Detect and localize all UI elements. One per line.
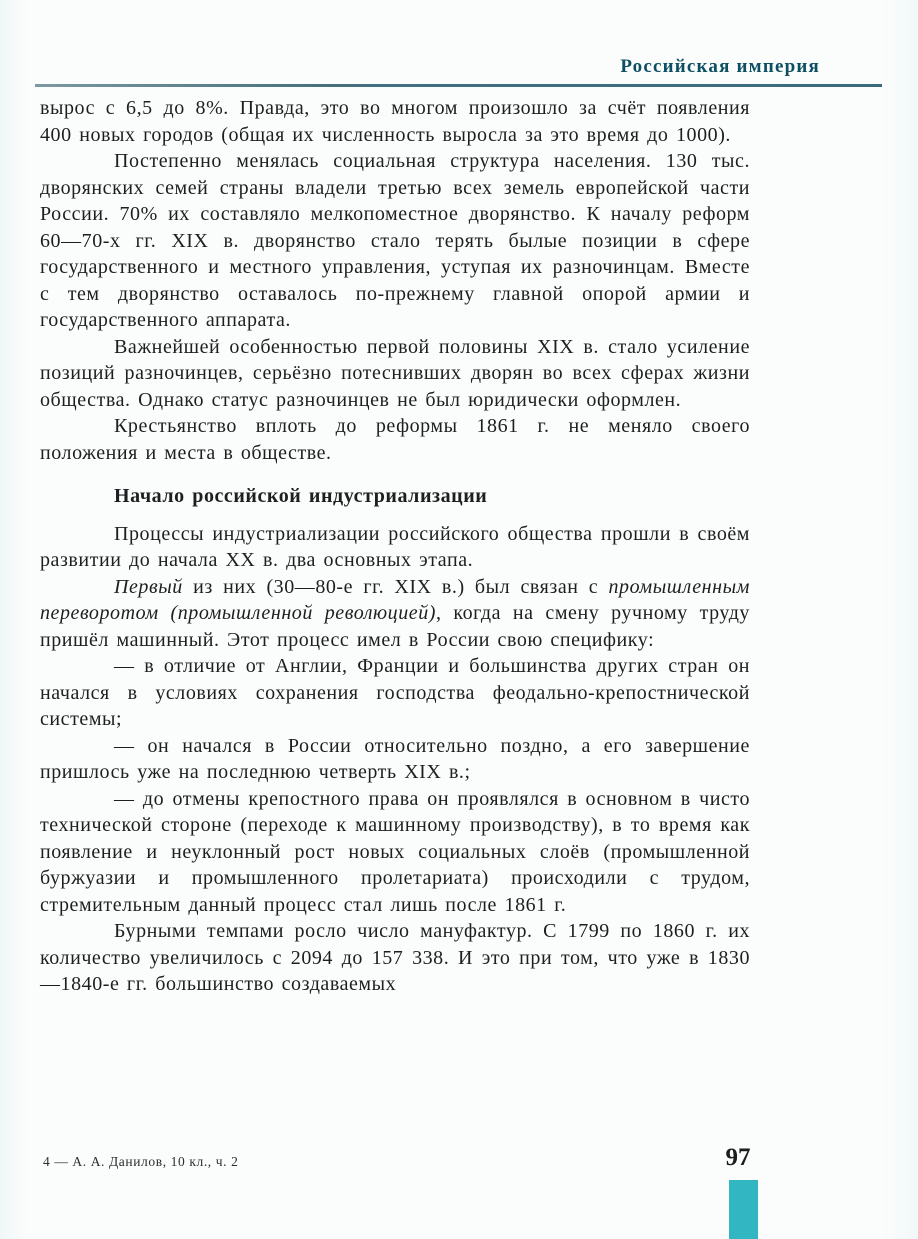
paragraph bbox=[40, 334, 750, 414]
header-rule bbox=[35, 84, 882, 87]
text-segment-italic: Первый bbox=[114, 575, 183, 598]
page-edge-tab bbox=[729, 1180, 758, 1239]
text-segment: Крестьянство вплоть до реформы 1861 г. не меняло своего положения и места в обществе. bbox=[40, 415, 750, 464]
text-segment: Бурными темпами росло число мануфактур. С 1799 по 1860 г. их количество увеличилось с 2094 до 157 338. И это при том, что уже в 1830—1840-е гг. большинство создаваемых bbox=[40, 920, 750, 995]
paragraph bbox=[40, 95, 750, 148]
paragraph bbox=[40, 733, 750, 786]
text-segment: Важнейшей особенностью первой половины XIX в. стало усиление позиций разночинцев, серьёзно потеснивших дворян во всех сферах жизни общества. Однако статус разночинцев не был юридически оформлен. bbox=[40, 335, 750, 411]
paragraph bbox=[40, 786, 750, 919]
text-segment-italic: промышленным переворотом (промышленной революцией) bbox=[40, 575, 750, 624]
paragraph bbox=[40, 148, 750, 334]
paragraph bbox=[40, 521, 750, 574]
text-segment: Начало российской индустриализации bbox=[114, 485, 488, 507]
text-segment: — он начался в России относительно поздно, а его завершение пришлось уже на последнюю четверть XIX в.; bbox=[40, 734, 750, 783]
paragraph bbox=[40, 413, 750, 466]
paragraph bbox=[40, 653, 750, 733]
text-segment: — до отмены крепостного права он проявлялся в основном в чисто технической стороне (переходе к машинному производству), в то время как появление и неуклонный рост новых социальных слоёв (промышленной буржуазии и промышленного пролетариата) происходили с трудом, стремительным данный процесс стал лишь после 1861 г. bbox=[40, 787, 750, 916]
text-segment: — в отличие от Англии, Франции и большинства других стран он начался в условиях сохранения господства феодально-крепостнической системы; bbox=[40, 655, 750, 730]
footer-note: 4 — А. А. Данилов, 10 кл., ч. 2 bbox=[43, 1154, 239, 1169]
chapter-title: Российская империя bbox=[620, 56, 820, 77]
page-number: 97 bbox=[725, 1144, 751, 1171]
text-segment: из них (30—80-е гг. XIX в.) был связан с bbox=[182, 575, 609, 598]
text-segment: Постепенно менялась социальная структура населения. 130 тыс. дворянских семей страны владели третью всех земель европейской части России. 70% их составляло мелкопоместное дворянство. К началу реформ 60—70-х гг. XIX в. дворянство стало терять былые позиции в сфере государственного и местного управления, уступая их разночинцам. Вместе с тем дворянство оставалось по-прежнему главной опорой армии и государственного аппарата. bbox=[40, 150, 750, 331]
text-column bbox=[40, 95, 750, 998]
paragraph bbox=[40, 918, 750, 998]
section-heading bbox=[40, 483, 750, 510]
text-segment: Процессы индустриализации российского общества прошли в своём развитии до начала XX в. два основных этапа. bbox=[40, 522, 750, 571]
text-segment: вырос с 6,5 до 8%. Правда, это во многом произошло за счёт появления 400 новых городов (общая их численность выросла за это время до 1000). bbox=[40, 97, 750, 146]
text-segment: , когда на смену ручному труду пришёл машинный. Этот процесс имел в России свою специфику: bbox=[40, 602, 750, 651]
paragraph bbox=[40, 574, 750, 654]
